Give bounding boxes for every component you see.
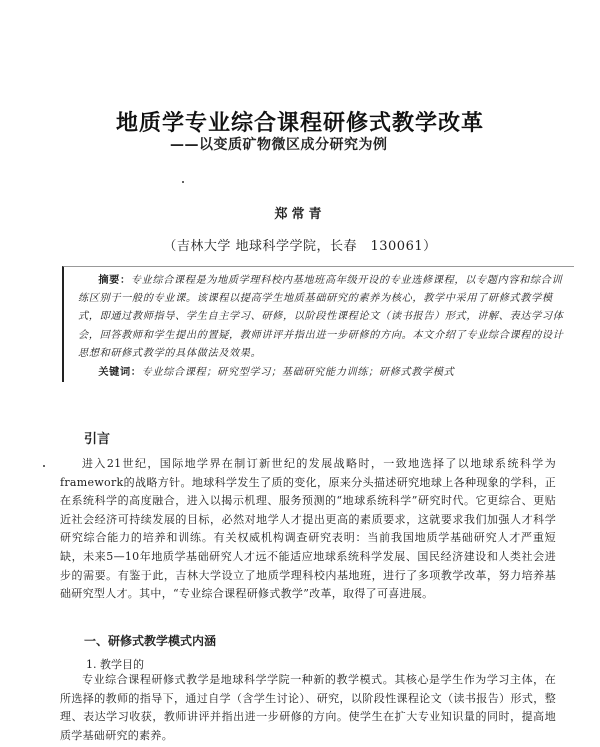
keywords-line — [78, 363, 568, 382]
author-affiliation: （吉林大学 地球科学学院，长春 130061） — [163, 239, 437, 254]
intro-heading: 引言 — [84, 432, 111, 447]
abstract-paragraph — [78, 271, 568, 363]
abstract-text: 专业综合课程是为地质学理科校内基地班高年级开设的专业选修课程，以专题内容和综合训练区别于一般的专业课。该课程以提高学生地质基础研究的素养为核心，教学中采用了研修式教学模式，即通过教师指导、学生自主学习、研修，以阶段性课程论文（读书报告）形式，讲解、表达学习体会，回答教师和学生提出的置疑，教师讲评并指出进一步研修的方向。本文介绍了专业综合课程的设计思想和研修式教学的具体做法及效果。 — [78, 275, 564, 359]
intro-body — [60, 455, 556, 604]
section-paragraph: 专业综合课程研修式教学是地球科学学院一种新的教学模式。其核心是学生作为学习主体，在所选择的教师的指导下，通过自学（含学生讨论）、研究，以阶段性课程论文（读书报告）形式，整理、表达学习收获，教师讲评并指出进一步研修的方向。使学生在扩大专业知识量的同时，提高地质学基础研究的素养。 — [60, 673, 556, 742]
scan-speck — [182, 181, 184, 183]
section-body — [60, 671, 556, 745]
section-heading: 一、研修式教学模式内涵 — [84, 634, 217, 648]
keywords-label: 关键词： — [98, 366, 142, 379]
abstract-block — [62, 266, 574, 382]
abstract-label: 摘要： — [98, 274, 131, 286]
author-name: 郑常青 — [274, 207, 326, 222]
scan-speck — [43, 465, 45, 467]
intro-paragraph: 进入21世纪，国际地学界在制订新世纪的发展战略时，一致地选择了以地球系统科学为framework的战略方针。地球科学发生了质的变化，原来分头描述研究地球上各种现象的学科，正在系统科学的高度融合，进入以揭示机理、服务预测的“地球系统科学”研究时代。它更综合、更贴近社会经济可持续发展的目标，必然对地学人才提出更高的素质要求，这就要求我们加强人才科学研究综合能力的培养和训练。有关权威机构调查研究表明：当前我国地质学基础研究人才严重短缺，未来5—10年地质学基础研究人才远不能适应地球系统科学发展、国民经济建设和人类社会进步的需要。有鉴于此，吉林大学设立了地质学理科校内基地班，进行了多项教学改革，努力培养基础研究型人才。其中，“专业综合课程研修式教学”改革，取得了可喜进展。 — [60, 457, 556, 601]
paper-title: 地质学专业综合课程研修式教学改革 — [115, 111, 484, 136]
keywords-text: 专业综合课程；研究型学习；基础研究能力训练；研修式教学模式 — [141, 367, 455, 379]
subsection-heading: 1. 教学目的 — [86, 658, 144, 671]
paper-subtitle: ——以变质矿物微区成分研究为例 — [170, 137, 388, 153]
